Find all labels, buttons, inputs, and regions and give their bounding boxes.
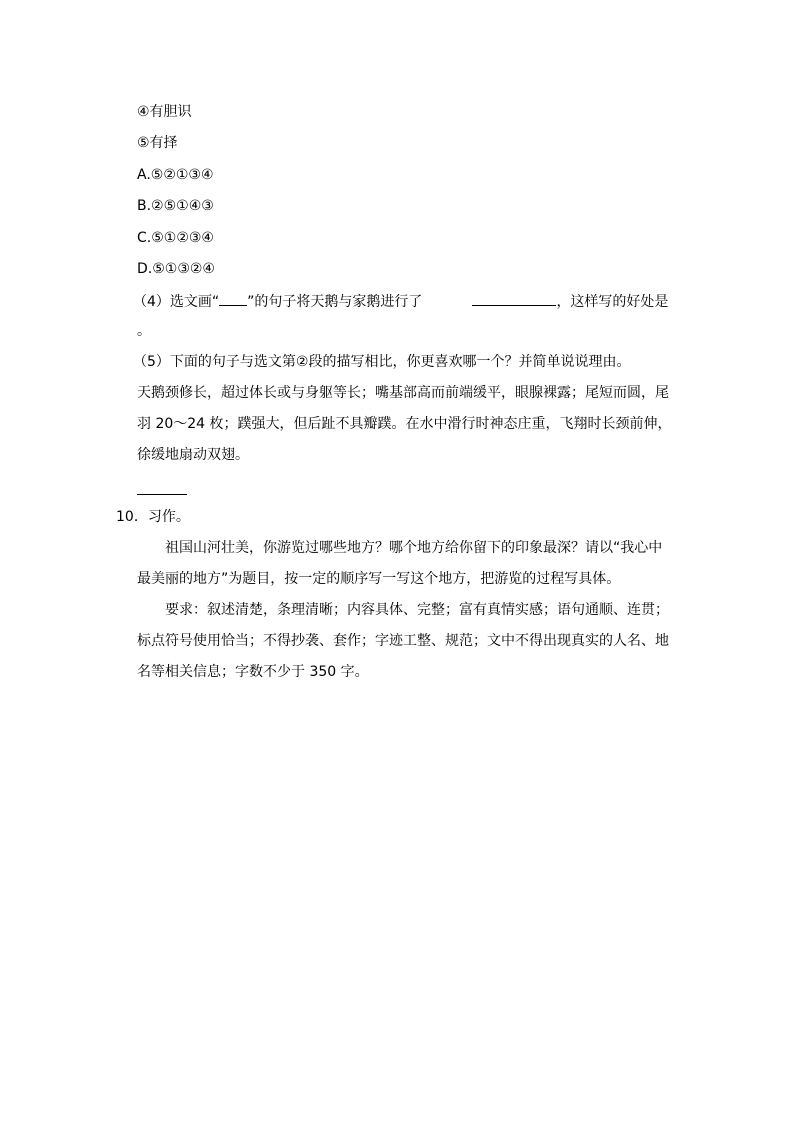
question-4 bbox=[133, 291, 668, 311]
q5-answer-blank[interactable] bbox=[137, 494, 187, 495]
choice-a: A.⑤②①③④ bbox=[137, 167, 214, 183]
question-5-prompt: （5）下面的句子与选文第②段的描写相比，你更喜欢哪一个？并简单说说理由。 bbox=[133, 354, 631, 370]
q4-suffix: ，这样写的好处是 bbox=[556, 294, 669, 310]
q4-mid: ”的句子将天鹅与家鹅进行了 bbox=[247, 294, 423, 310]
choice-c: C.⑤①②③④ bbox=[137, 230, 214, 246]
q5-passage-line: 徐缓地扇动双翅。 bbox=[137, 447, 249, 463]
q4-end: 。 bbox=[137, 323, 151, 339]
q10-body-line: 祖国山河壮美，你游览过哪些地方？哪个地方给你留下的印象最深？请以“我心中 bbox=[165, 540, 663, 556]
q10-body-line: 最美丽的地方”为题目，按一定的顺序写一写这个地方，把游览的过程写具体。 bbox=[137, 571, 621, 587]
q4-underline-sample bbox=[219, 291, 247, 306]
q10-requirements-line: 要求：叙述清楚，条理清晰；内容具体、完整；富有真情实感；语句通顺、连贯； bbox=[165, 602, 669, 618]
q5-passage-line: 羽 20～24 枚；蹼强大，但后趾不具瓣蹼。在水中滑行时神态庄重，飞翔时长颈前伸， bbox=[137, 416, 672, 432]
question-10-title: 10．习作。 bbox=[116, 509, 190, 525]
option-4: ④有胆识 bbox=[137, 104, 192, 120]
q10-requirements-line: 名等相关信息；字数不少于 350 字。 bbox=[137, 664, 369, 680]
choice-d: D.⑤①③②④ bbox=[137, 261, 215, 277]
q4-answer-blank[interactable] bbox=[472, 291, 556, 306]
option-5: ⑤有择 bbox=[137, 135, 178, 151]
q10-requirements-line: 标点符号使用恰当；不得抄袭、套作；字迹工整、规范；文中不得出现真实的人名、地 bbox=[137, 633, 669, 649]
choice-b: B.②⑤①④③ bbox=[137, 198, 214, 214]
q4-prefix: （4）选文画“ bbox=[133, 294, 220, 310]
q5-passage-line: 天鹅颈修长，超过体长或与身躯等长；嘴基部高而前端缓平，眼腺裸露；尾短而圆，尾 bbox=[137, 385, 669, 401]
